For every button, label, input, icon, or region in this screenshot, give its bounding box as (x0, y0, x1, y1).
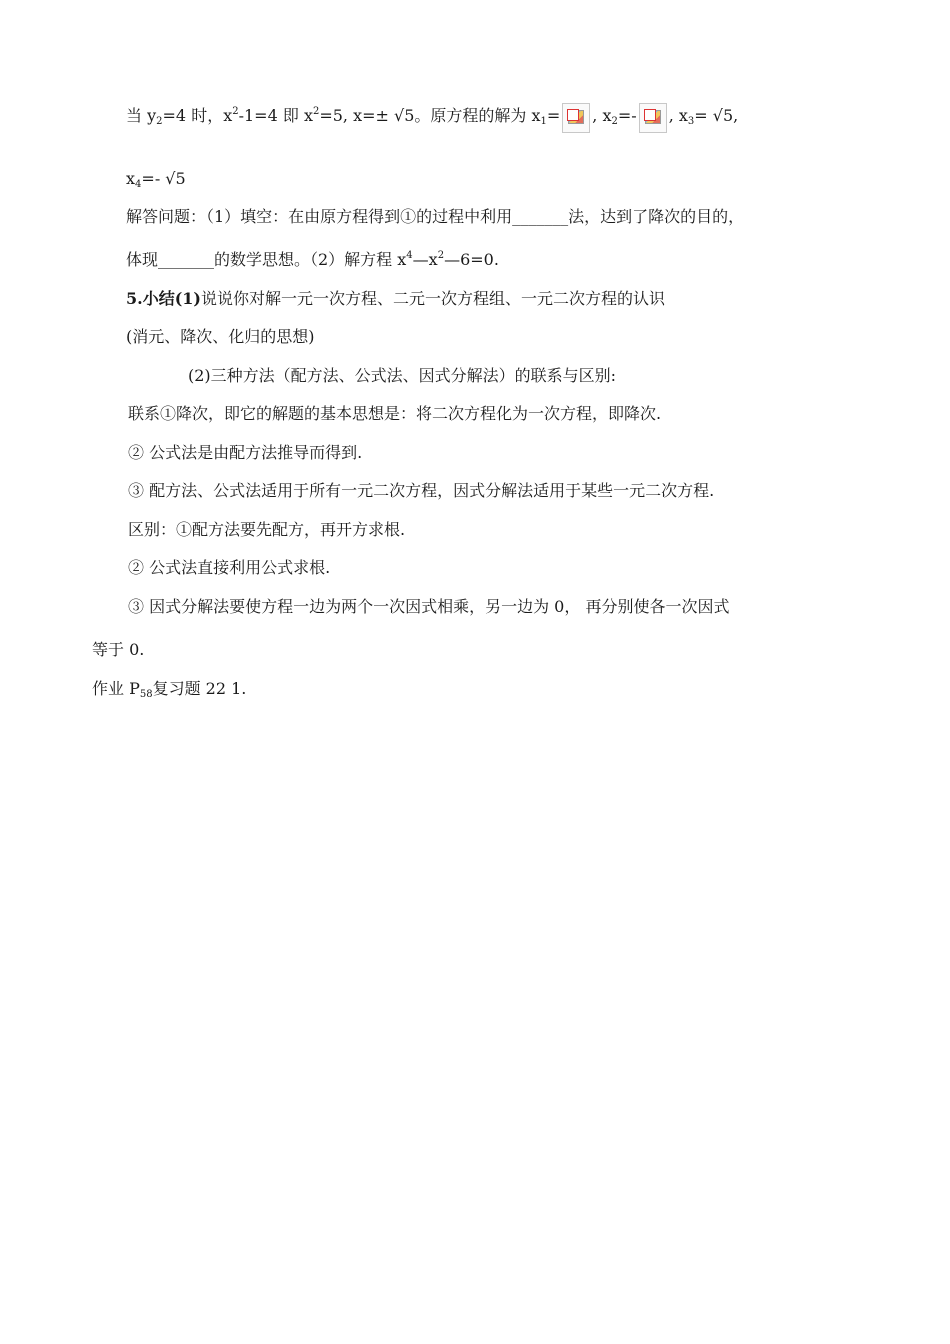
text: , x (668, 106, 688, 125)
solution-line (126, 103, 738, 133)
text: x (126, 169, 136, 188)
broken-image-icon (639, 103, 667, 133)
difference-1: 区别：①配方法要先配方，再开方求根. (128, 520, 406, 539)
solution-line-x4 (126, 168, 186, 190)
subscript: 2 (611, 116, 618, 127)
text: 说说你对解一元一次方程、二元一次方程组、一元二次方程的认识 (200, 289, 665, 308)
text: 复习题 22 1. (152, 679, 247, 698)
subscript: 2 (156, 116, 163, 127)
text: —x (412, 250, 438, 269)
text: 体现_______的数学思想。（2）解方程 x (126, 250, 407, 269)
methods-heading: (2)三种方法（配方法、公式法、因式分解法）的联系与区别: (188, 366, 617, 385)
superscript: 2 (312, 106, 320, 117)
summary-heading (126, 288, 665, 310)
question-line-2 (126, 249, 499, 271)
text: =- (617, 106, 637, 125)
text: = (546, 106, 561, 125)
question-line: 解答问题：（1）填空：在由原方程得到①的过程中利用_______法，达到了降次的目的， (126, 207, 745, 226)
subscript: 3 (687, 116, 695, 127)
superscript: 4 (406, 250, 413, 261)
relation-2: ② 公式法是由配方法推导而得到. (128, 443, 363, 462)
text: , x (592, 106, 612, 125)
text: 作业 P (92, 679, 140, 698)
text: = √5, (694, 106, 739, 125)
text: =- √5 (141, 169, 186, 188)
section-number: 5.小结(1) (126, 289, 201, 308)
difference-2: ② 公式法直接利用公式求根. (128, 558, 331, 577)
text: -1=4 即 x (238, 106, 313, 125)
homework (92, 678, 246, 700)
summary-note: (消元、降次、化归的思想) (126, 327, 315, 346)
subscript: 58 (139, 689, 153, 700)
text: —6=0. (444, 250, 499, 269)
superscript: 2 (437, 250, 445, 261)
text: =5, x=± √5。原方程的解为 x (319, 106, 541, 125)
relation-3: ③ 配方法、公式法适用于所有一元二次方程，因式分解法适用于某些一元二次方程. (128, 481, 715, 500)
superscript: 2 (232, 106, 239, 117)
text: 当 y (126, 106, 157, 125)
subscript: 4 (135, 179, 142, 190)
difference-3-cont: 等于 0. (92, 640, 145, 659)
relation-1: 联系①降次，即它的解题的基本思想是：将二次方程化为一次方程，即降次. (128, 404, 662, 423)
subscript: 1 (540, 116, 547, 127)
text: =4 时，x (162, 106, 233, 125)
difference-3: ③ 因式分解法要使方程一边为两个一次因式相乘，另一边为 0， 再分别使各一次因式 (128, 597, 730, 616)
broken-image-icon (562, 103, 590, 133)
